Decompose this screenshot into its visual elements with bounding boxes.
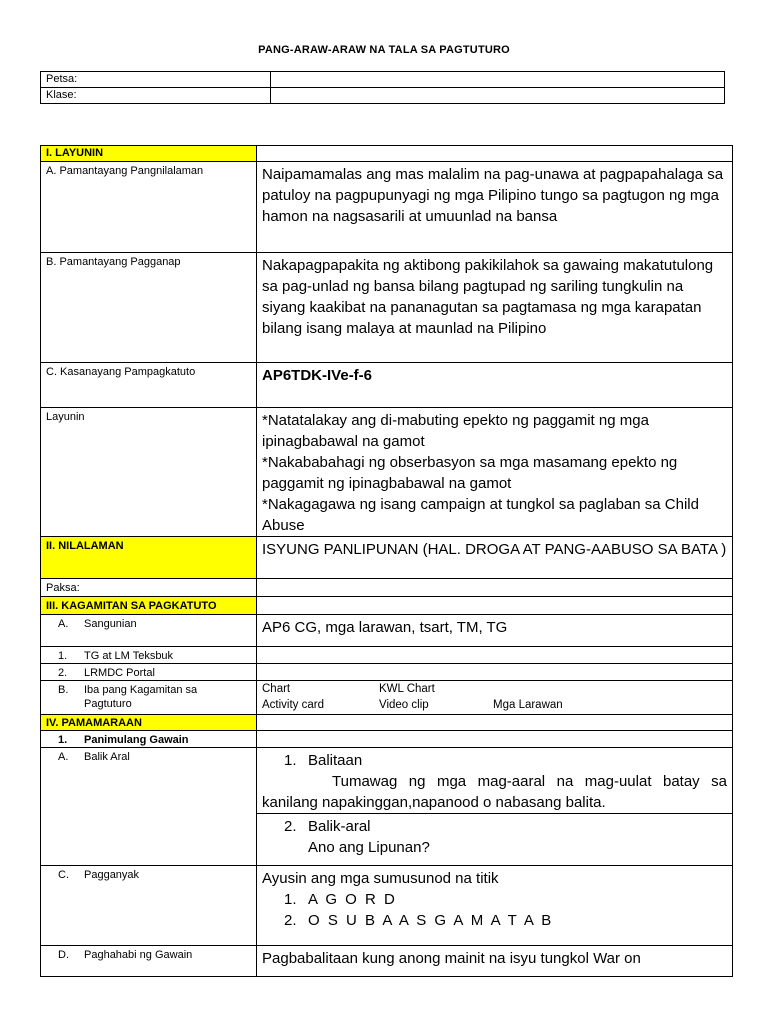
row-pamamaraan-header xyxy=(41,715,733,731)
row-lrmdc xyxy=(41,664,733,681)
row-sangunian xyxy=(41,615,733,647)
kagamitan-header: III. KAGAMITAN SA PAGKATUTO xyxy=(41,597,257,615)
material-item: KWL Chart xyxy=(379,683,435,695)
objective-item: *Nakagagawa ng isang campaign at tungkol sa paglaban sa Child Abuse xyxy=(262,496,699,534)
sangunian-label: Sangunian xyxy=(84,618,137,630)
material-item xyxy=(493,681,727,697)
row-paksa xyxy=(41,579,733,597)
layunin-label: Layunin xyxy=(41,408,257,537)
header-row-petsa xyxy=(41,72,725,88)
kasanayang-code: AP6TDK-IVe-f-6 xyxy=(257,363,733,408)
pamamaraan-header: IV. PAMAMARAAN xyxy=(41,715,257,731)
scramble-item: 1. A G O R D xyxy=(284,891,397,908)
row-tg xyxy=(41,647,733,664)
balik-num: A. xyxy=(58,751,69,763)
row-paghahabi xyxy=(41,946,733,977)
petsa-label: Petsa: xyxy=(41,72,271,88)
paksa-label: Paksa: xyxy=(41,579,257,597)
pagganyak-num: C. xyxy=(58,869,69,881)
paghahabi-num: D. xyxy=(58,949,69,961)
lesson-plan-table xyxy=(40,145,733,977)
material-item: Activity card xyxy=(262,699,324,711)
materials-grid xyxy=(262,681,727,713)
tg-num: 1. xyxy=(58,650,68,662)
pagganap-label: B. Pamantayang Pagganap xyxy=(41,253,257,363)
kasanayang-label: C. Kasanayang Pampagkatuto xyxy=(41,363,257,408)
objective-item: *Nakababahagi ng obserbasyon sa mga masamang epekto ng paggamit ng ipinagbabawal na gamot xyxy=(262,454,678,492)
scramble-item: 2. O S U B A A S G A M A T A B xyxy=(284,912,554,929)
pangnilalaman-label: A. Pamantayang Pangnilalaman xyxy=(41,162,257,253)
balikaral-num: 2. xyxy=(284,818,297,835)
balitaan-text: Tumawag ng mga mag-aaral na mag-uulat batay sa kanilang napakinggan,napanood o nabasang balita. xyxy=(262,773,727,811)
material-item: Mga Larawan xyxy=(493,699,563,711)
balikaral-question: Ano ang Lipunan? xyxy=(308,839,430,856)
klase-value[interactable] xyxy=(271,88,725,104)
objective-item: *Natatalakay ang di-mabuting epekto ng paggamit ng mga ipinagbabawal na gamot xyxy=(262,412,649,450)
iba-label-line1: Iba pang Kagamitan sa xyxy=(84,684,198,696)
paghahabi-text: Pagbabalitaan kung anong mainit na isyu tungkol War on xyxy=(257,946,733,977)
row-layunin-header xyxy=(41,146,733,162)
iba-label-line2: Pagtuturo xyxy=(84,698,132,710)
pagganyak-intro: Ayusin ang mga sumusunod na titik xyxy=(262,870,499,887)
nilalaman-header: II. NILALAMAN xyxy=(41,537,257,579)
sangunian-text: AP6 CG, mga larawan, tsart, TM, TG xyxy=(257,615,733,647)
layunin-header: I. LAYUNIN xyxy=(41,146,257,162)
pagganap-text: Nakapagpapakita ng aktibong pakikilahok sa gawaing makatutulong sa pag-unlad ng bansa bilang pagtupad ng sariling tungkulin na siyang kaakibat na pananagutan sa pagtamasa ng mga karapatan bilang isang malaya at maunlad na Pilipino xyxy=(257,253,733,363)
material-item: Chart xyxy=(262,683,291,695)
nilalaman-text: ISYUNG PANLIPUNAN (HAL. DROGA AT PANG-AABUSO SA BATA ) xyxy=(257,537,733,579)
petsa-value[interactable] xyxy=(271,72,725,88)
tg-label: TG at LM Teksbuk xyxy=(84,650,174,662)
row-balik-aral xyxy=(41,748,733,814)
row-pamantayang-pagganap xyxy=(41,253,733,363)
layunin-objectives xyxy=(257,408,733,537)
row-layunin xyxy=(41,408,733,537)
row-pagganyak xyxy=(41,866,733,946)
header-table xyxy=(40,71,725,104)
header-row-klase xyxy=(41,88,725,104)
row-nilalaman xyxy=(41,537,733,579)
pangnilalaman-text: Naipamamalas ang mas malalim na pag-unawa at pagpapahalaga sa patuloy na pagpupunyagi ng mga Pilipino tungo sa pagtugon ng mga hamon na nagsasarili at umuunlad na bansa xyxy=(257,162,733,253)
page-title: PANG-ARAW-ARAW NA TALA SA PAGTUTURO xyxy=(258,44,510,56)
balik-label: Balik Aral xyxy=(84,751,130,763)
row-iba-pang-kagamitan xyxy=(41,681,733,715)
row-panimulang-gawain xyxy=(41,731,733,748)
row-kasanayang-pampagkatuto xyxy=(41,363,733,408)
klase-label: Klase: xyxy=(41,88,271,104)
balitaan-num: 1. xyxy=(284,752,297,769)
lrmdc-label: LRMDC Portal xyxy=(84,667,155,679)
paghahabi-label: Paghahabi ng Gawain xyxy=(84,949,193,961)
row-pamantayang-pangnilalaman xyxy=(41,162,733,253)
balikaral-title: Balik-aral xyxy=(308,818,371,835)
lrmdc-num: 2. xyxy=(58,667,68,679)
panimula-num: 1. xyxy=(58,734,68,746)
pagganyak-label: Pagganyak xyxy=(84,869,140,881)
iba-num: B. xyxy=(58,684,69,696)
balitaan-title: Balitaan xyxy=(308,752,363,769)
panimula-label: Panimulang Gawain xyxy=(84,734,189,746)
row-kagamitan-header xyxy=(41,597,733,615)
material-item: Video clip xyxy=(379,699,429,711)
sangunian-num: A. xyxy=(58,618,69,630)
